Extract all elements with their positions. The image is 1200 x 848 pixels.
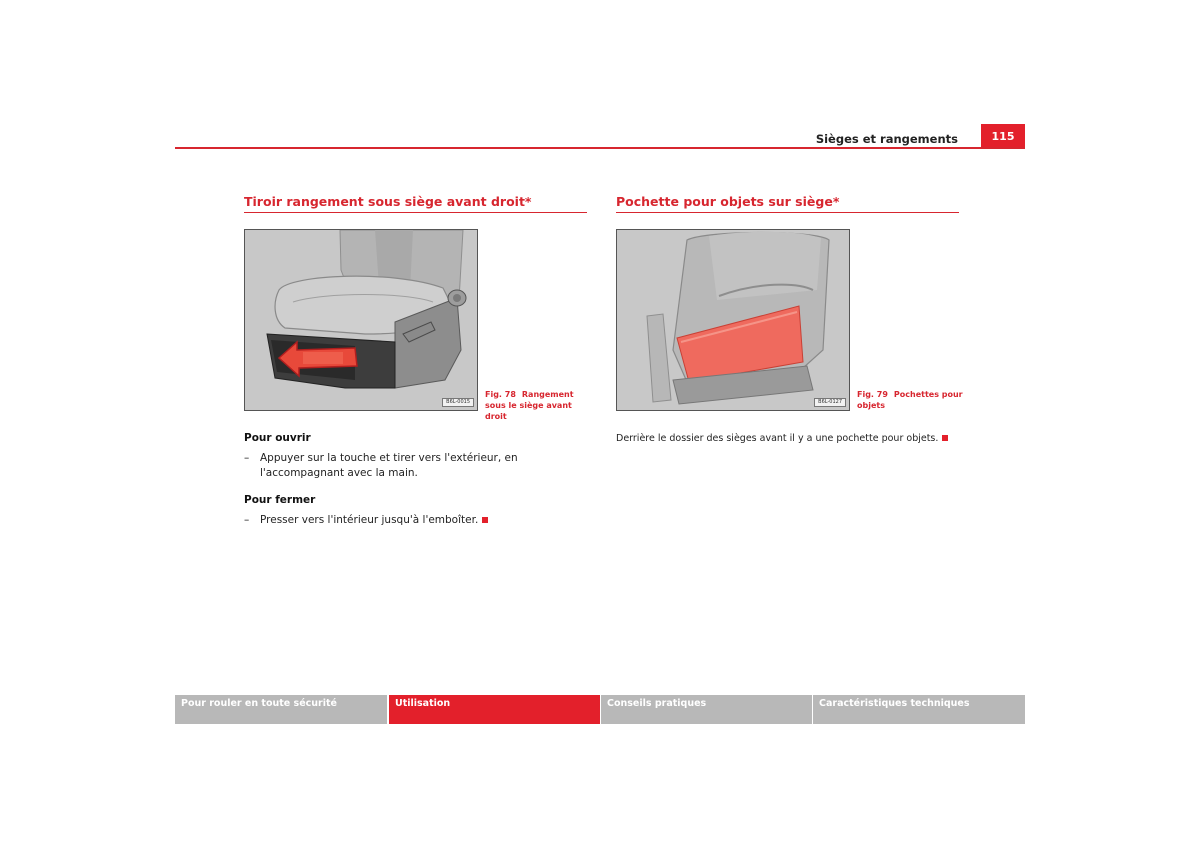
figure-seat-drawer: [244, 229, 478, 411]
figure-caption-number: Fig. 78: [485, 390, 516, 399]
list-dash: –: [244, 514, 250, 526]
footer-tab-safety[interactable]: Pour rouler en toute sécurité: [175, 695, 387, 724]
end-of-section-marker: [482, 517, 488, 523]
pocket-paragraph-text: Derrière le dossier des sièges avant il y a une pochette pour objets.: [616, 433, 939, 444]
close-step: [244, 513, 589, 528]
open-heading: Pour ouvrir: [244, 432, 311, 444]
figure-caption-79: [857, 389, 967, 411]
close-heading: Pour fermer: [244, 494, 316, 506]
end-of-section-marker: [942, 435, 948, 441]
section-heading-drawer: Tiroir rangement sous siège avant droit*: [244, 194, 587, 213]
figure-code: B6L-0015: [442, 398, 474, 407]
chapter-title: Sièges et rangements: [815, 132, 958, 146]
seat-drawer-illustration: [245, 230, 477, 410]
figure-caption-text: Rangement sous le siège avant droit: [485, 390, 574, 421]
figure-caption-78: [485, 389, 595, 422]
footer-tab-practical-tips[interactable]: Conseils pratiques: [601, 695, 812, 724]
seat-pocket-illustration: [617, 230, 849, 410]
open-step: [244, 451, 589, 481]
close-step-text: Presser vers l'intérieur jusqu'à l'emboîter.: [260, 514, 479, 526]
section-heading-pocket: Pochette pour objets sur siège*: [616, 194, 959, 213]
list-dash: –: [244, 452, 250, 464]
open-step-text: Appuyer sur la touche et tirer vers l'extérieur, en l'accompagnant avec la main.: [260, 452, 518, 479]
page-number: 115: [981, 124, 1025, 149]
figure-caption-number: Fig. 79: [857, 390, 888, 399]
figure-code: B6L-0127: [814, 398, 846, 407]
pocket-paragraph: [616, 432, 961, 446]
header-rule: [175, 147, 1025, 149]
figure-seat-pocket: [616, 229, 850, 411]
footer-tab-technical-specs[interactable]: Caractéristiques techniques: [813, 695, 1025, 724]
figure-caption-text: Pochettes pour objets: [857, 390, 963, 410]
footer-tab-operation[interactable]: Utilisation: [389, 695, 600, 724]
